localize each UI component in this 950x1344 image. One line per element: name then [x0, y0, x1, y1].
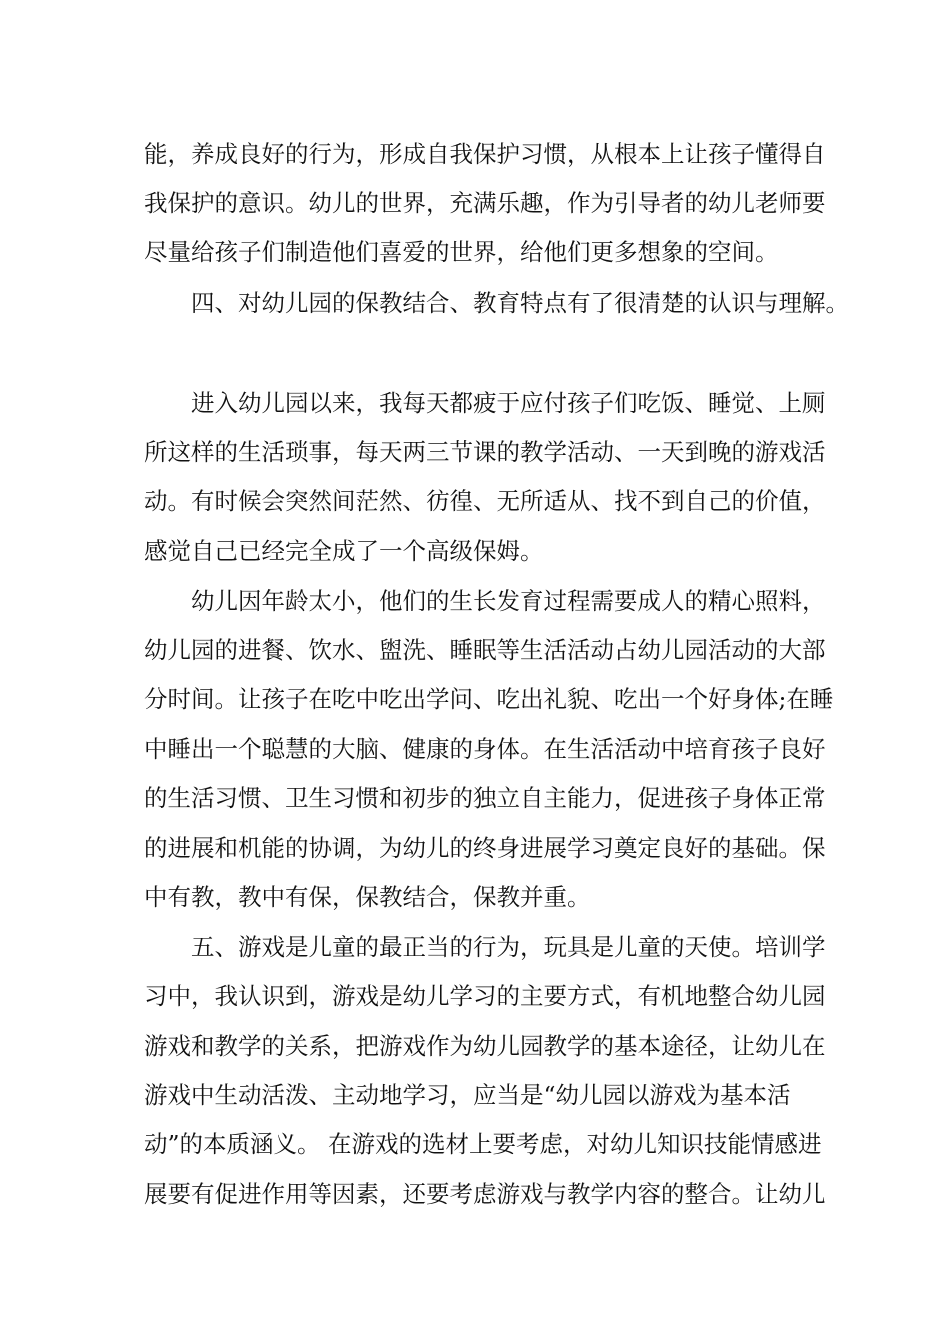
line-text: 能，养成良好的行为，形成自我保护习惯，从根本上让孩子懂得自: [144, 140, 826, 168]
text-line: [0, 481, 950, 521]
text-line: [0, 778, 950, 818]
text-line: [0, 581, 950, 621]
section-heading: [0, 283, 950, 323]
text-line: [0, 679, 950, 719]
text-line: [0, 383, 950, 423]
text-line: [0, 729, 950, 769]
line-text: 中睡出一个聪慧的大脑、健康的身体。在生活活动中培育孩子良好: [144, 735, 826, 763]
line-text: 展要有促进作用等因素，还要考虑游戏与教学内容的整合。让幼儿: [144, 1180, 826, 1208]
line-text: 五、游戏是儿童的最正当的行为，玩具是儿童的天使。培训学: [191, 933, 826, 961]
line-text: 习中，我认识到，游戏是幼儿学习的主要方式，有机地整合幼儿园: [144, 982, 826, 1010]
text-line: [0, 828, 950, 868]
text-line: [0, 976, 950, 1016]
text-line: [0, 1174, 950, 1214]
line-text: 我保护的意识。幼儿的世界，充满乐趣，作为引导者的幼儿老师要: [144, 189, 826, 217]
line-text: 动”的本质涵义。 在游戏的选材上要考虑，对幼儿知识技能情感进: [144, 1130, 822, 1158]
line-text: 所这样的生活琐事，每天两三节课的教学活动、一天到晚的游戏活: [144, 438, 826, 466]
text-line: [0, 877, 950, 917]
line-text: 的进展和机能的协调，为幼儿的终身进展学习奠定良好的基础。保: [144, 834, 826, 862]
text-line: [0, 630, 950, 670]
line-text: 游戏中生动活泼、主动地学习，应当是“幼儿园以游戏为基本活: [144, 1081, 791, 1109]
text-line: [0, 1026, 950, 1066]
text-line: [0, 531, 950, 571]
line-text: 四、对幼儿园的保教结合、教育特点有了很清楚的认识与理解。: [191, 289, 849, 317]
text-line: [0, 183, 950, 223]
text-line: [0, 927, 950, 967]
text-line: [0, 1124, 950, 1164]
line-text: 幼儿因年龄太小，他们的生长发育过程需要成人的精心照料，: [191, 587, 826, 615]
text-line: [0, 232, 950, 272]
line-text: 游戏和教学的关系，把游戏作为幼儿园教学的基本途径，让幼儿在: [144, 1032, 826, 1060]
line-text: 尽量给孩子们制造他们喜爱的世界，给他们更多想象的空间。: [144, 238, 779, 266]
line-text: 幼儿园的进餐、饮水、盥洗、睡眠等生活活动占幼儿园活动的大部: [144, 636, 826, 664]
text-line: [0, 432, 950, 472]
line-text: 进入幼儿园以来，我每天都疲于应付孩子们吃饭、睡觉、上厕: [191, 389, 826, 417]
text-line: [0, 134, 950, 174]
line-text: 感觉自己已经完全成了一个高级保姆。: [144, 537, 544, 565]
line-text: 的生活习惯、卫生习惯和初步的独立自主能力，促进孩子身体正常: [144, 784, 826, 812]
text-line: [0, 1075, 950, 1115]
line-text: 中有教，教中有保，保教结合，保教并重。: [144, 883, 591, 911]
line-text: 动。有时候会突然间茫然、彷徨、无所适从、找不到自己的价值，: [144, 487, 826, 515]
line-text: 分时间。让孩子在吃中吃出学问、吃出礼貌、吃出一个好身体;在睡: [144, 685, 834, 713]
